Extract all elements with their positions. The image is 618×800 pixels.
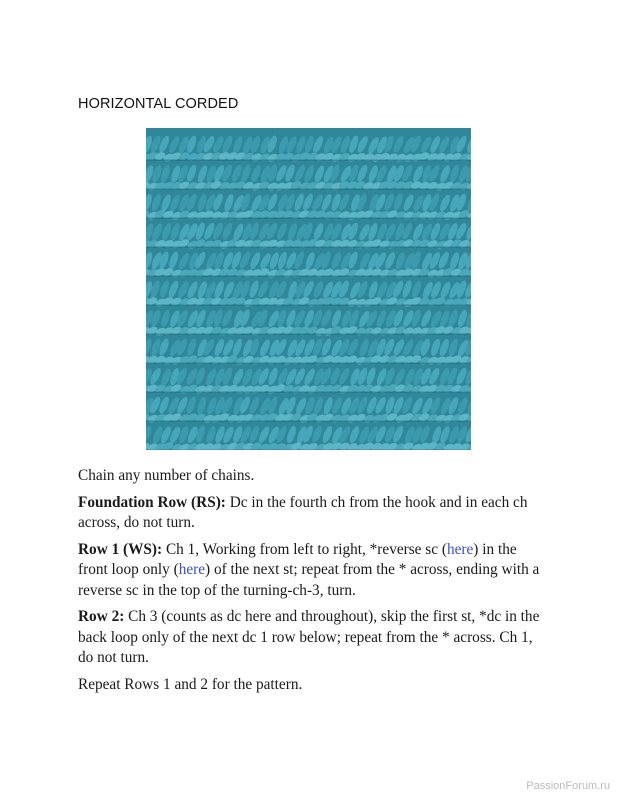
row1-paragraph: Row 1 (WS): Ch 1, Working from left to right, *reverse sc (here) in the front loop only (here) of the next st; repeat from the * across, ending with a reverse sc in the top of the turning-ch-3, turn. xyxy=(78,540,540,599)
page-title: HORIZONTAL CORDED xyxy=(78,96,239,112)
pattern-instructions xyxy=(78,466,548,701)
front-loop-link[interactable]: here xyxy=(178,561,206,578)
row1-label: Row 1 (WS): xyxy=(78,540,163,558)
repeat-paragraph: Repeat Rows 1 and 2 for the pattern. xyxy=(78,675,303,693)
row2-label: Row 2: xyxy=(78,608,125,625)
row2-paragraph: Row 2: Ch 3 (counts as dc here and throughout), skip the first st, *dc in the back loop only of the next dc 1 row below; repeat from the * across. Ch 1, do not turn. xyxy=(78,608,540,666)
foundation-row-paragraph: Foundation Row (RS): Dc in the fourth ch from the hook and in each ch across, do not turn. xyxy=(78,493,528,531)
reverse-sc-link[interactable]: here xyxy=(446,540,474,558)
foundation-row-label: Foundation Row (RS): xyxy=(78,493,226,511)
crochet-swatch-image xyxy=(146,128,471,450)
intro-paragraph: Chain any number of chains. xyxy=(78,467,255,484)
swatch-illustration xyxy=(146,128,471,450)
watermark: PassionForum.ru xyxy=(526,780,610,792)
